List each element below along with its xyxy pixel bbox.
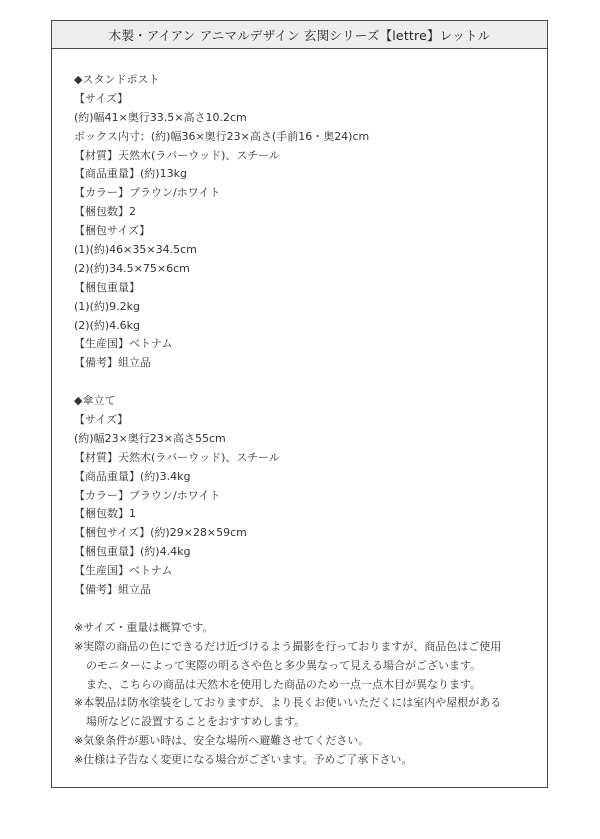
note-line: ※実際の商品の色にできるだけ近づけるよう撮影を行っておりますが、商品色はご使用	[74, 639, 502, 653]
spec-line: 【梱包数】2	[74, 205, 136, 219]
section-heading-umbrella-stand: ◆傘立て	[74, 394, 116, 408]
spec-line: ボックス内寸：(約)幅36×奥行23×高さ(手前16・奥24)cm	[74, 129, 370, 143]
note-line: ※仕様は予告なく変更になる場合がございます。予めご了承下さい。	[74, 753, 413, 767]
note-line: 場所などに設置することをおすすめします。	[86, 715, 306, 729]
spec-line: 【梱包サイズ】	[74, 224, 151, 238]
section-gap	[74, 600, 537, 619]
product-title: 木製・アイアン アニマルデザイン 玄関シリーズ【lettre】レットル	[52, 21, 547, 49]
stand-post-section	[74, 71, 537, 373]
spec-line: 【商品重量】(約)13kg	[74, 167, 187, 181]
spec-line: 【生産国】ベトナム	[74, 337, 173, 351]
spec-line: (2)(約)4.6kg	[74, 318, 141, 332]
note-line: また、こちらの商品は天然木を使用した商品のため一点一点木目が異なります。	[86, 677, 482, 691]
spec-line: (約)幅23×奥行23×高さ55cm	[74, 431, 226, 445]
spec-line: 【梱包サイズ】(約)29×28×59cm	[74, 526, 247, 540]
note-line: のモニターによって実際の明るさや色と多少異なって見える場合がございます。	[86, 658, 482, 672]
note-line: ※本製品は防水塗装をしておりますが、より長くお使いいただくには室内や屋根がある	[74, 696, 502, 710]
spec-line: 【サイズ】	[74, 91, 129, 105]
spec-line: 【備考】組立品	[74, 356, 151, 370]
spec-line: 【カラー】ブラウン/ホワイト	[74, 186, 221, 200]
spec-line: (約)幅41×奥行33.5×高さ10.2cm	[74, 110, 247, 124]
spec-frame	[51, 20, 548, 788]
note-line: ※サイズ・重量は概算です。	[74, 620, 214, 634]
notes-section	[74, 619, 537, 770]
section-gap	[74, 373, 537, 392]
umbrella-stand-section	[74, 392, 537, 600]
spec-line: 【生産国】ベトナム	[74, 564, 173, 578]
spec-line: 【備考】組立品	[74, 583, 151, 597]
spec-line: 【梱包重量】	[74, 280, 140, 294]
spec-line: 【商品重量】(約)3.4kg	[74, 469, 191, 483]
spec-content	[74, 71, 537, 770]
spec-line: 【サイズ】	[74, 413, 129, 427]
spec-line: 【材質】天然木(ラバーウッド)、スチール	[74, 450, 280, 464]
spec-line: (1)(約)9.2kg	[74, 299, 141, 313]
spec-line: (1)(約)46×35×34.5cm	[74, 243, 197, 257]
note-line: ※気象条件が悪い時は、安全な場所へ避難させてください。	[74, 734, 370, 748]
spec-line: (2)(約)34.5×75×6cm	[74, 261, 190, 275]
spec-line: 【梱包数】1	[74, 507, 136, 521]
spec-line: 【材質】天然木(ラバーウッド)、スチール	[74, 148, 280, 162]
section-heading-stand-post: ◆スタンドポスト	[74, 73, 160, 86]
spec-line: 【カラー】ブラウン/ホワイト	[74, 488, 221, 502]
spec-line: 【梱包重量】(約)4.4kg	[74, 545, 191, 559]
